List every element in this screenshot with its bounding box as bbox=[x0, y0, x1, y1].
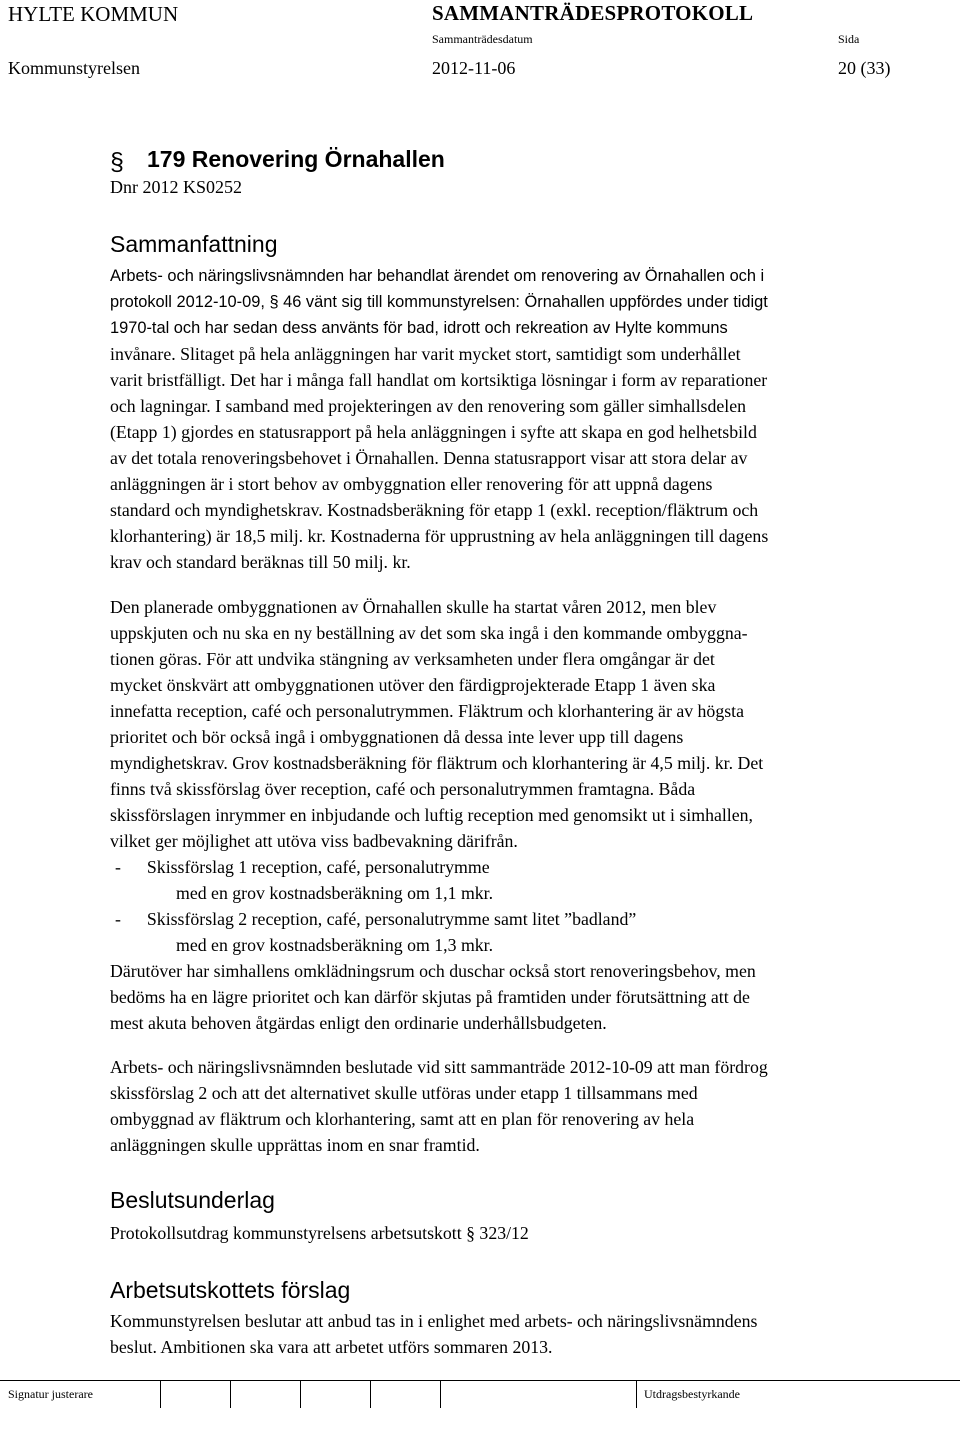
text-line: prioritet och bör också ingå i ombyggnationen då dessa inte lever upp till dagens bbox=[110, 727, 684, 747]
footer-divider bbox=[440, 1380, 441, 1408]
signature-label: Signatur justerare bbox=[8, 1387, 93, 1401]
text-line: anläggningen skulle upprättas inom en snar framtid. bbox=[110, 1135, 480, 1155]
text-line: protokoll 2012-10-09, § 46 vänt sig till kommunstyrelsen: Örnahallen uppfördes under tidigt bbox=[110, 293, 768, 311]
text-line: vilket ger möjlighet att utöva viss badbevakning därifrån. bbox=[110, 831, 518, 851]
footer-divider bbox=[636, 1380, 637, 1408]
bullet-dash: - bbox=[115, 857, 121, 877]
text-line: mest akuta behoven åtgärdas enligt den ordinarie underhållsbudgeten. bbox=[110, 1013, 607, 1033]
footer-divider bbox=[230, 1380, 231, 1408]
text-line: klorhantering) är 18,5 milj. kr. Kostnaderna för upprustning av hela anläggningen till dagens bbox=[110, 526, 769, 546]
extract-label: Utdragsbestyrkande bbox=[644, 1387, 740, 1401]
text-line: beslut. Ambitionen ska vara att arbetet utförs sommaren 2013. bbox=[110, 1337, 553, 1357]
text-line: varit bristfälligt. Det har i många fall handlat om kortsiktiga lösningar i form av reparationer bbox=[110, 370, 768, 390]
diary-number: Dnr 2012 KS0252 bbox=[110, 177, 243, 197]
text-line: Protokollsutdrag kommunstyrelsens arbetsutskott § 323/12 bbox=[110, 1223, 529, 1243]
bullet-item bbox=[110, 906, 910, 932]
text-line: (Etapp 1) gjordes en statusrapport på hela anläggningen i syfte att skapa en god helhetsbild bbox=[110, 422, 757, 442]
text-line: finns två skissförslag över reception, café och personalutrymmen framtagna. Båda bbox=[110, 779, 696, 799]
text-line: Arbets- och näringslivsnämnden beslutade vid sitt sammanträde 2012-10-09 att man fördrog bbox=[110, 1057, 768, 1077]
text-line: invånare. Slitaget på hela anläggningen har varit mycket stort, samtidigt som underhållet bbox=[110, 344, 741, 364]
text-line: av det totala renoveringsbehovet i Örnahallen. Denna statusrapport visar att stora delar av bbox=[110, 448, 748, 468]
text-line: ombyggnad av fläktrum och klorhantering, samt att en plan för renovering av hela bbox=[110, 1109, 695, 1129]
summary-paragraph-1 bbox=[110, 263, 910, 575]
proposal-heading: Arbetsutskottets förslag bbox=[110, 1277, 351, 1303]
page-number: 20 (33) bbox=[838, 58, 891, 78]
text-line: 1970-tal och har sedan dess använts för bad, idrott och rekreation av Hylte kommuns bbox=[110, 319, 728, 337]
bullet-text: Skissförslag 1 reception, café, personalutrymme bbox=[146, 857, 490, 877]
bullet-text: Skissförslag 2 reception, café, personalutrymme samt litet ”badland” bbox=[146, 909, 637, 929]
text-line: Därutöver har simhallens omklädningsrum och duschar också stort renoveringsbehov, men bbox=[110, 961, 756, 981]
text-line: Kommunstyrelsen beslutar att anbud tas in i enlighet med arbets- och näringslivsnämndens bbox=[110, 1311, 758, 1331]
bullet-continuation: med en grov kostnadsberäkning om 1,1 mkr. bbox=[176, 883, 494, 903]
committee-name: Kommunstyrelsen bbox=[8, 58, 140, 78]
text-line: standard och myndighetskrav. Kostnadsberäkning för etapp 1 (exkl. reception/fläktrum och bbox=[110, 500, 759, 520]
meeting-date: 2012-11-06 bbox=[432, 58, 516, 78]
basis-heading: Beslutsunderlag bbox=[110, 1187, 275, 1213]
text-line: uppskjuten och nu ska en ny beställning av det som ska ingå i den kommande ombyggna- bbox=[110, 623, 748, 643]
bullet-continuation: med en grov kostnadsberäkning om 1,3 mkr. bbox=[176, 935, 494, 955]
meeting-date-label: Sammanträdesdatum bbox=[432, 32, 533, 46]
footer-divider bbox=[160, 1380, 161, 1408]
page-label: Sida bbox=[838, 32, 860, 46]
basis-paragraph bbox=[110, 1220, 910, 1246]
footer-rule bbox=[0, 1380, 960, 1381]
text-line: skissförslagen inrymmer en inbjudande och luftig reception med genomsikt ut i simhallen, bbox=[110, 805, 753, 825]
footer-divider bbox=[300, 1380, 301, 1408]
summary-paragraph-2 bbox=[110, 594, 910, 1036]
bullet-dash: - bbox=[115, 909, 121, 929]
text-line: tionen göras. För att undvika stängning av verksamheten under flera omgångar är det bbox=[110, 649, 715, 669]
text-line: anläggningen är i stort behov av ombyggnation eller renovering för att uppnå dagens bbox=[110, 474, 713, 494]
text-line: bedöms ha en lägre prioritet och kan därför skjutas på framtiden under förutsättning att de bbox=[110, 987, 750, 1007]
text-line: och lagningar. I samband med projekteringen av den renovering som gäller simhallsdelen bbox=[110, 396, 746, 416]
summary-paragraph-3 bbox=[110, 1054, 910, 1158]
text-line: skissförslag 2 och att det alternativet skulle utföras under etapp 1 tillsammans med bbox=[110, 1083, 698, 1103]
text-line: mycket önskvärt att ombyggnationen utöver den färdigprojekterade Etapp 1 även ska bbox=[110, 675, 716, 695]
summary-heading: Sammanfattning bbox=[110, 231, 278, 257]
text-line: myndighetskrav. Grov kostnadsberäkning för fläktrum och klorhantering är 4,5 milj. kr. Det bbox=[110, 753, 764, 773]
item-title: 179 Renovering Örnahallen bbox=[147, 146, 445, 172]
text-line: krav och standard beräknas till 50 milj. kr. bbox=[110, 552, 411, 572]
organization-name: HYLTE KOMMUN bbox=[8, 2, 179, 26]
text-line: Den planerade ombyggnationen av Örnahallen skulle ha startat våren 2012, men blev bbox=[110, 597, 717, 617]
bullet-item bbox=[110, 854, 910, 880]
footer-divider bbox=[370, 1380, 371, 1408]
text-line: innefatta reception, café och personalutrymmen. Fläktrum och klorhantering är av högsta bbox=[110, 701, 744, 721]
section-mark: § bbox=[110, 148, 124, 176]
document-type: SAMMANTRÄDESPROTOKOLL bbox=[432, 1, 754, 25]
text-line: Arbets- och näringslivsnämnden har behandlat ärendet om renovering av Örnahallen och i bbox=[110, 267, 765, 285]
proposal-paragraph bbox=[110, 1308, 910, 1360]
